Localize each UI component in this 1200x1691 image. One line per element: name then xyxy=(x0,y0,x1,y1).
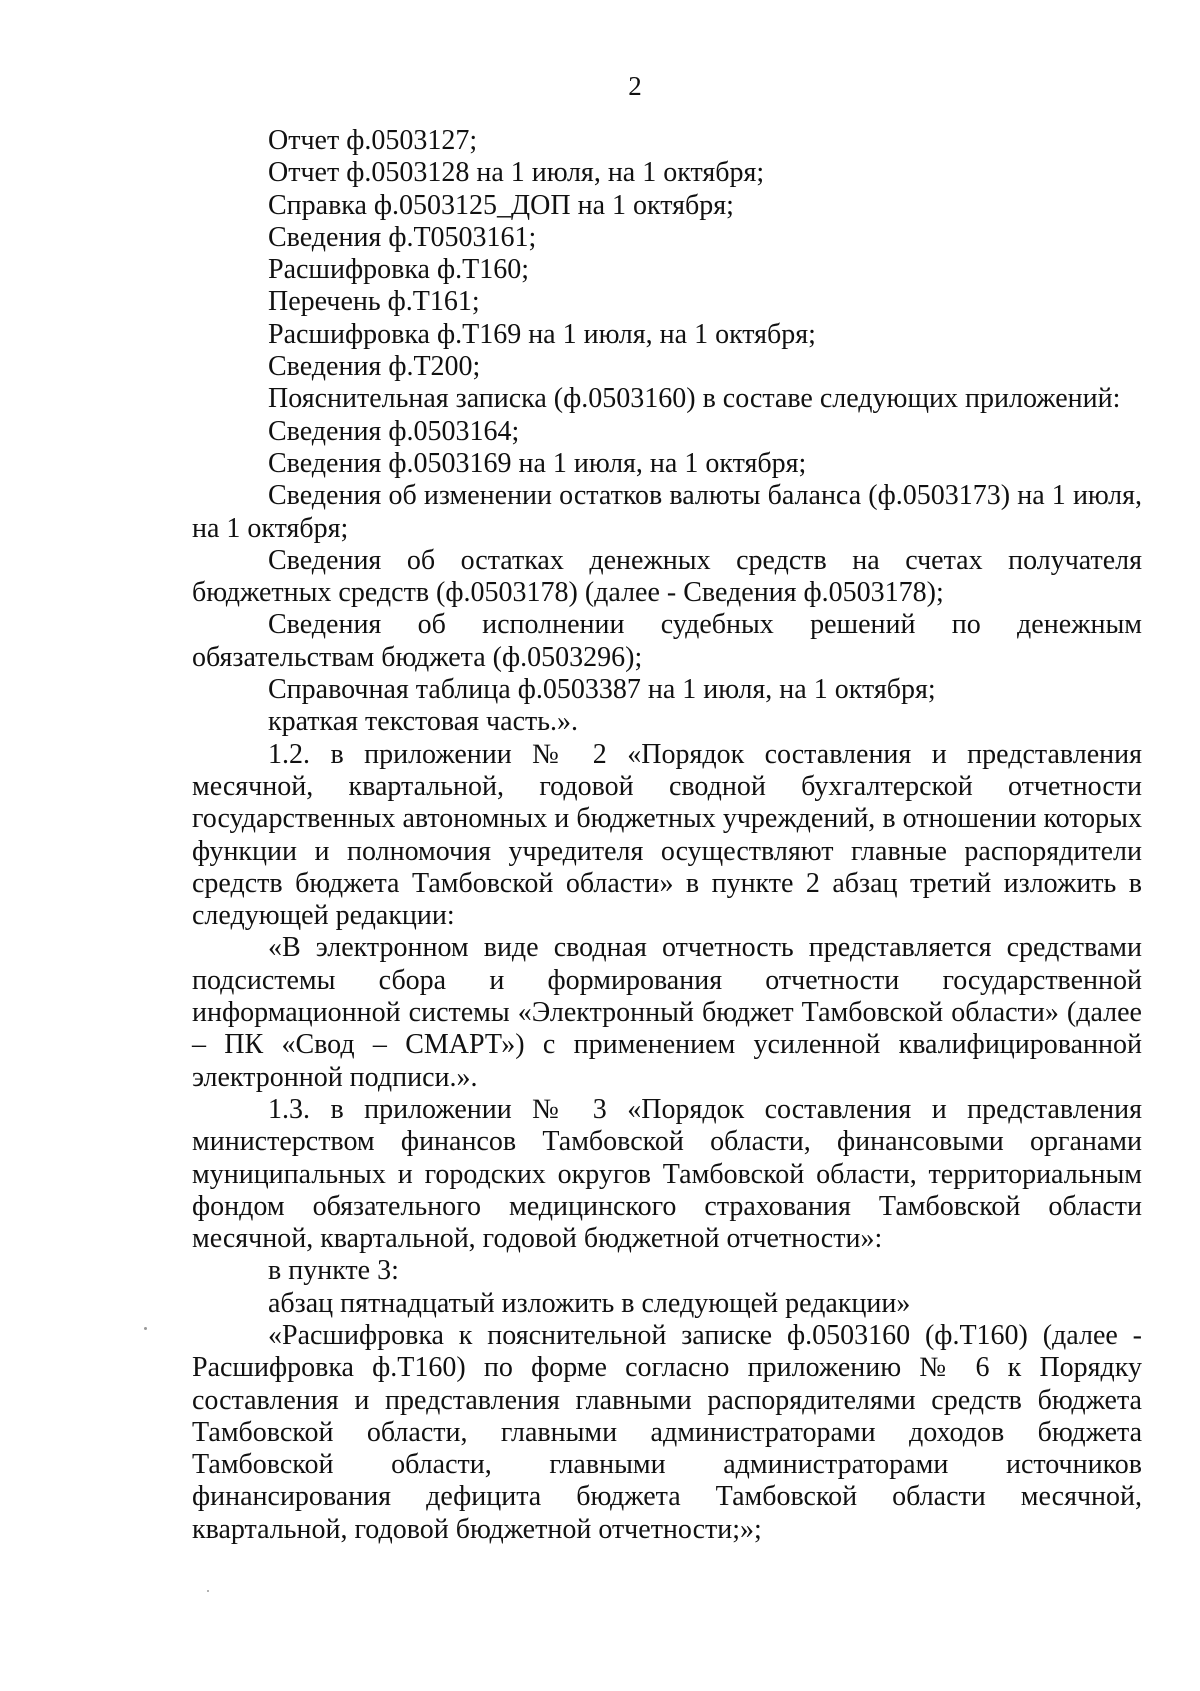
list-item: Сведения ф.Т200; xyxy=(268,351,481,383)
list-item: Перечень ф.Т161; xyxy=(268,286,480,318)
list-item: Сведения ф.Т0503161; xyxy=(268,221,537,253)
paragraph-text-part: краткая текстовая часть.». xyxy=(268,706,578,738)
paragraph-quoted-decoding: «Расшифровка к пояснительной записке ф.0503160 (ф.Т160) (далее - Расшифровка ф.Т160) по форме согласно приложению № 6 к Порядку составления и представления главными распорядителями средств бюджета Тамбовской области, главными администраторами доходов бюджета Тамбовской области, главными администраторами источников финансирования дефицита бюджета Тамбовской области месячной, квартальной, годовой бюджетной отчетности;»; xyxy=(192,1319,1142,1545)
list-item: Отчет ф.0503128 на 1 июля, на 1 октября; xyxy=(268,157,765,189)
paragraph-cash-balances: Сведения об остатках денежных средств на счетах получателя бюджетных средств (ф.0503178) (далее - Сведения ф.0503178); xyxy=(192,544,1142,609)
paragraph-quoted-electronic-form: «В электронном виде сводная отчетность представляется средствами подсистемы сбора и формирования отчетности государственной информационной системы «Электронный бюджет Тамбовской области» (далее – ПК «Свод – СМАРТ») с применением усиленной квалифицированной электронной подписи.». xyxy=(192,932,1142,1093)
paragraph-court-decisions: Сведения об исполнении судебных решений по денежным обязательствам бюджета (ф.0503296); xyxy=(192,609,1142,673)
page-number: 2 xyxy=(628,71,642,101)
paragraph-item-3: в пункте 3: xyxy=(268,1255,399,1287)
paragraph-fifteenth-abzac: абзац пятнадцатый изложить в следующей редакции» xyxy=(268,1287,911,1319)
list-item: Справка ф.0503125_ДОП на 1 октября; xyxy=(268,189,734,221)
list-item: Сведения ф.0503169 на 1 июля, на 1 октября; xyxy=(268,447,807,479)
list-item: Расшифровка ф.Т169 на 1 июля, на 1 октября; xyxy=(268,318,816,350)
paragraph-balance-changes: Сведения об изменении остатков валюты баланса (ф.0503173) на 1 июля, на 1 октября; xyxy=(192,480,1142,544)
list-item: Отчет ф.0503127; xyxy=(268,125,478,156)
document-body xyxy=(192,125,1142,1546)
list-item: Пояснительная записка (ф.0503160) в составе следующих приложений: xyxy=(268,383,1121,415)
scan-speck xyxy=(207,1590,209,1592)
list-item: Расшифровка ф.Т160; xyxy=(268,254,529,286)
scan-speck xyxy=(144,1327,147,1330)
paragraph-clause-1-2: 1.2. в приложении № 2 «Порядок составления и представления месячной, квартальной, годовой сводной бухгалтерской отчетности государственных автономных и бюджетных учреждений, в отношении которых функции и полномочия учредителя осуществляют главные распорядители средств бюджета Тамбовской области» в пункте 2 абзац третий изложить в следующей редакции: xyxy=(192,738,1142,932)
paragraph-clause-1-3: 1.3. в приложении № 3 «Порядок составления и представления министерством финансов Тамбовской области, финансовыми органами муниципальных и городских округов Тамбовской области, территориальным фондом обязательного медицинского страхования Тамбовской области месячной, квартальной, годовой бюджетной отчетности»: xyxy=(192,1093,1142,1255)
list-item: Сведения ф.0503164; xyxy=(268,415,520,447)
paragraph-reference-table: Справочная таблица ф.0503387 на 1 июля, на 1 октября; xyxy=(268,674,936,706)
